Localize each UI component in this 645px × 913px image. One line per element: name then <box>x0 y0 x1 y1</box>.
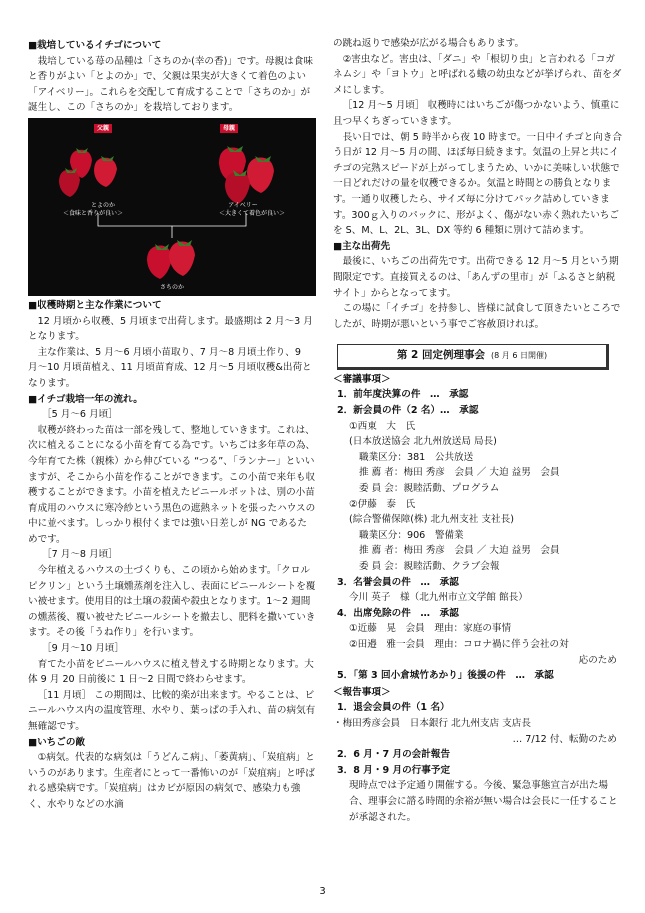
resigned-member-detail: ・梅田秀彦会員 日本銀行 北九州支店 支店長 <box>333 717 531 729</box>
new-member-2-committee: 委 員 会：親睦活動、クラブ会報 <box>359 561 500 572</box>
exemption-detail-2: ②田邉 雅一会員 理由：コロナ禍に伴う会社の対 <box>349 638 569 650</box>
aiberry-sub-label: ＜大きくて着色が良い＞ <box>218 209 285 217</box>
board-meeting-title: 第 2 回定例理事会 <box>396 349 486 362</box>
period-sept-oct-text: 育てた小苗をビニールハウスに植え替えする時期となります。大体 9 月 20 日前後に 1 日〜2 日間で終わらせます。 <box>28 658 314 686</box>
enemy-disease-continued: の跳ね返りで感染が広がる場合もあります。 <box>333 38 525 49</box>
section-title-cultivar: ■栽培しているイチゴについて <box>28 40 162 51</box>
board-meeting-date: (8 月 6 日開催) <box>491 351 548 361</box>
father-tag: 父親 <box>94 124 112 133</box>
new-member-1-org: (日本放送協会 北九州放送局 局長) <box>349 436 497 448</box>
new-member-2-sponsor: 推 薦 者：梅田 秀彦 会員 ／ 大迫 益男 会員 <box>359 545 560 557</box>
toyonoka-sub-label: ＜食味と香りが良い＞ <box>62 209 123 217</box>
report-item-1: 1．退会会員の件（1 名） <box>337 702 450 714</box>
shipping-paragraph-1: 最後に、いちごの出荷先です。出荷できる 12 月〜5 月という期間限定です。直接買えるのは、「あんずの里市」が「ふるさと納税サイト」からとなってます。 <box>333 256 619 299</box>
harvest-details-text: 長い日では、朝 5 時半から夜 10 時まで。一日中イチゴと向き合う日が 12 月〜5 月の間、ほぼ毎日続きます。気温の上昇と共にイチゴの完熟スピードが上がってしまうため、いかに美味しい状態で一日どれだけの量を収穫できるか。気温と時間との勝負となります。一通り収穫したら、サイズ毎に分けてパック詰めしていきます。300ｇ入りのパックに、形がよく、傷がない赤く熟れたいちごを S、M、L、2L、3L、DX 等約 6 種類に別けて詰めます。 <box>333 131 622 237</box>
period-sept-oct: ［9 月〜10 月頃］ <box>42 643 124 655</box>
period-november-text: ［11 月頃］ この期間は、比較的楽が出来ます。やることは、ビニールハウス内の温度管理、水やり、葉っぱの手入れ、苗の病気有無確認です。 <box>28 689 316 732</box>
agenda-item-4: 4．出席免除の件 … 承認 <box>337 607 459 619</box>
section-title-shipping: ■主な出荷先 <box>333 240 391 252</box>
strawberry-photo <box>28 118 316 296</box>
period-july-august-text: 今年植えるハウスの土づくりも、この頃から始めます。「クロルピクリン」という土壌燻蒸剤を注入し、表面にビニールシートを覆い被せます。使用目的は土壌の殺菌や殺虫となります。1〜2 週間の燻蒸後、覆い被せたビニールシートを撤去し、肥料を撒いていきます。その後「うね作り」を行います。 <box>28 565 316 639</box>
schedule-detail: 現時点では予定通り開催する。今後、緊急事態宣言が出た場合、理事会に諮る時間的余裕が無い場合は会長に一任することが承認された。 <box>349 780 618 823</box>
agenda-item-3: 3．名誉会員の件 … 承認 <box>337 576 459 588</box>
harvest-paragraph-2: 主な作業は、5 月〜6 月頃小苗取り、7 月〜8 月頃土作り、9 月〜10 月頃苗植え、11 月頃苗育成、12 月〜5 月頃収穫&出荷となります。 <box>28 346 312 389</box>
aiberry-label: アイベリー <box>228 201 258 209</box>
resigned-member-note: … 7/12 付、転勤のため <box>512 733 617 745</box>
new-member-1-class: 職業区分：381 公共放送 <box>359 451 474 463</box>
harvest-paragraph-1: 12 月頃から収穫、5 月頃まで出荷します。最盛期は 2 月〜3 月となります。 <box>28 315 313 343</box>
section-title-harvest: ■収穫時期と主な作業について <box>28 299 162 311</box>
shipping-paragraph-2: この場に「イチゴ」を持参し、皆様に試食して頂きたいところでしたが、時期が悪いという事でご容赦頂ければ。 <box>333 303 621 330</box>
sachinoka-label: さちのか <box>159 283 184 291</box>
new-member-1-committee: 委 員 会：親睦活動、プログラム <box>359 483 500 495</box>
period-december-may-text: ［12 月〜5 月頃］ 収穫時にはいちごが傷つかないよう、慎重に且つ早くちぎっていきます。 <box>333 100 620 127</box>
agenda-header: ＜審議事項＞ <box>333 373 391 385</box>
honorary-member-detail: 今川 英子 様（北九州市立文学館 館長） <box>349 592 528 604</box>
new-member-1-name: ①西東 大 氏 <box>349 420 416 432</box>
board-meeting-heading <box>337 344 609 370</box>
agenda-item-2: 2．新会員の件（2 名）… 承認 <box>337 405 479 417</box>
new-member-2-name: ②伊藤 泰 氏 <box>349 498 416 510</box>
page-number: 3 <box>319 886 326 897</box>
toyonoka-label: とよのか <box>90 201 115 209</box>
agenda-item-1: 1．前年度決算の件 … 承認 <box>337 389 469 401</box>
sachinoka-berries <box>147 240 195 279</box>
section-title-enemies: ■いちごの敵 <box>28 736 86 748</box>
new-member-2-class: 職業区分：906 警備業 <box>359 529 464 541</box>
right-column <box>333 36 623 825</box>
report-item-3: 3．8 月・9 月の行事予定 <box>337 764 451 776</box>
report-header: ＜報告事項＞ <box>333 686 391 698</box>
new-member-1-sponsor: 推 薦 者：梅田 秀彦 会員 ／ 大迫 益男 会員 <box>359 467 560 479</box>
toyonoka-berries <box>59 148 117 197</box>
exemption-detail-2-cont: 応のため <box>578 654 617 666</box>
aiberry-berries <box>219 146 274 204</box>
agenda-item-5: 5．「第 3 回小倉城竹あかり」後援の件 … 承認 <box>337 670 554 682</box>
report-item-2: 2．6 月・7 月の会計報告 <box>337 749 451 761</box>
exemption-detail-1: ①近藤 晃 会員 理由：家庭の事情 <box>349 623 512 635</box>
enemy-pests-text: ②害虫など。害虫は、「ダニ」や「根切り虫」と言われる「コガネムシ」や「ヨトウ」と呼ばれる蛾の幼虫などが挙げられ、苗をダメにします。 <box>333 53 622 96</box>
mother-tag: 母親 <box>220 124 238 133</box>
section-title-yearflow: ■イチゴ栽培一年の流れ。 <box>28 393 143 405</box>
period-may-june: ［5 月〜6 月頃］ <box>42 409 118 421</box>
new-member-2-org: (綜合警備保障(株) 北九州支社 支社長) <box>349 514 514 526</box>
period-may-june-text: 収穫が終わった苗は一部を残して、整地していきます。これは、次に植えることになる小苗を育てる為です。いちごは多年草の為、今年育てた株（親株）から伸びている “つる”、「ランナー」といいますが、そこから小苗を作ることができます。この小苗で来年も収穫することができます。小苗を植えたビニールポットは、別の小苗育成用のハウスに寒冷紗という黒色の遮熱ネットを張ったハウスの中に並べます。しっかり根付くまでは強い日差しが NG であるためです。 <box>28 424 316 545</box>
left-column <box>28 38 316 813</box>
period-july-august: ［7 月〜8 月頃］ <box>42 549 118 561</box>
cultivar-paragraph: 栽培している苺の品種は「さちのか(幸の香)」です。母親は食味と香りがよい「とよのか」で、父親は果実が大きくて着色のよい「アイベリー」。これらを交配して育成することで「さちのか」が誕生し、この「さちのか」を栽培しております。 <box>28 55 313 114</box>
enemy-disease-text: ①病気。代表的な病気は「うどんこ病」、「萎黄病」、「炭疽病」というのがあります。生産者にとって一番怖いのが「炭疽病」と呼ばれる感染病です。「炭疽病」はカビが原因の病気で、感染力も強く、水やりなどの水滴 <box>28 752 315 810</box>
